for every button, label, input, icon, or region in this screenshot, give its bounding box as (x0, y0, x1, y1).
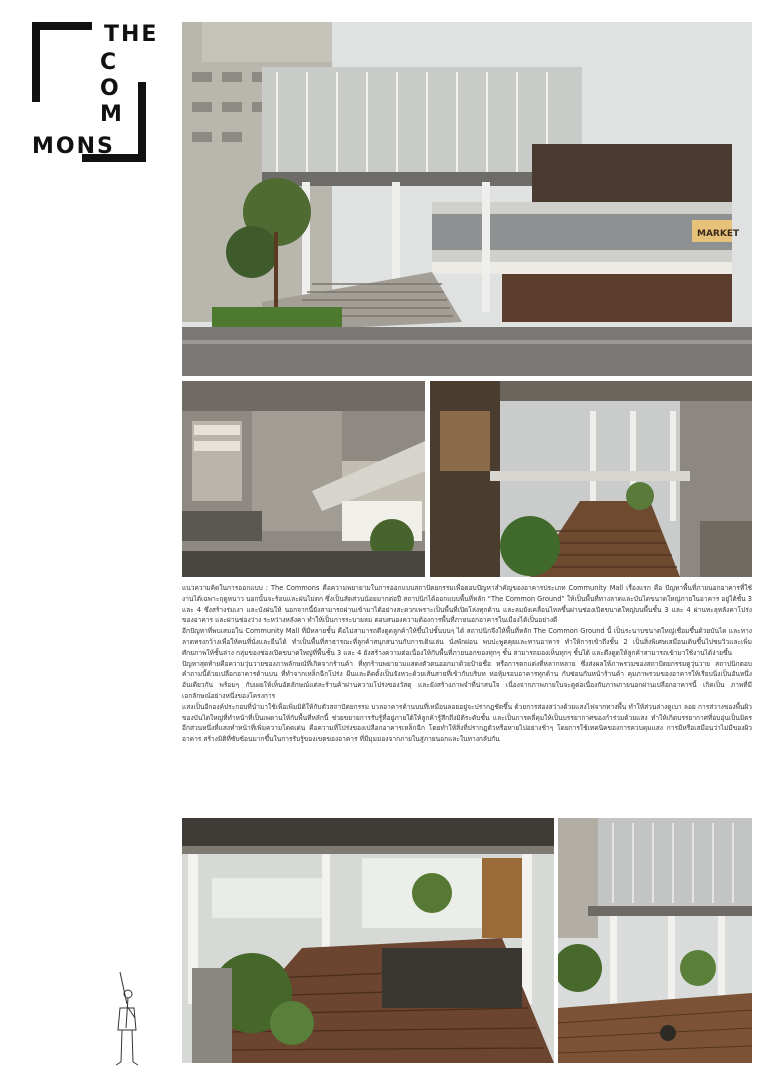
atrium-skylight-photo (182, 381, 425, 577)
paragraph-upper-floors: อีกปัญหาที่พบเสมอใน Community Mall ที่มีหลายชั้น คือไม่สามารถดึงดูดลูกค้าให้ขึ้นไปชั้นบนๆ ได้ สถาปนิกจึงให้พื้นที่หลัก The Common Ground นี้ เป็นระนาบขนาดใหญ่เชื่อมขึ้นด้วยบันได และทางลาดทรงกว้างเพื่อให้คนที่นั่งและยืนได้ ทำเป็นพื้นที่สาธารณะที่ลูกค้าสนุกสนานกับการเดินเล่น นั่งพักผ่อน พบปะพูดคุยและทานอาหาร ทำให้การเข้าถึงชั้น 2 เป็นสิ่งพิเศษเสมือนเดินขึ้นไปชมวิวและเพิ่มศักยภาพให้ชั้นล่าง กลุ่มของช่องเปิดขนาดใหญ่ที่พื้นชั้น 3 และ 4 ยังสร้างความต่อเนื่องให้กับพื้นที่ภายนอกของทุกๆ ชั้น สามารถมองเห็นทุกๆ ชั้นได้ และดึงดูดให้ลูกค้าสามารถเข้ามาใช้งานได้ง่ายขึ้น (182, 627, 752, 657)
logo-text-the: THE (104, 22, 159, 47)
atrium-terrace-photo (430, 381, 752, 577)
building-exterior-photo (182, 22, 752, 376)
design-concept-text (182, 583, 752, 813)
store-sign-text: MARKET (697, 229, 740, 239)
logo-frame-left (32, 22, 40, 102)
logo-text-com: COM (100, 50, 124, 127)
paragraph-facade: ปัญหาสุดท้ายคือความวุ่นวายของภาพลักษณ์ที่เกิดจากร้านค้า ที่ทุกร้านพยายามแสดงตัวตนออกมาด้วยป้ายชื่อ หรือการตกแต่งที่หลากหลาย ซึ่งส่งผลให้ภาพรวมของสถาปัตยกรรมดูวุ่นวาย สถาปนิกตอบคำถามนี้ด้วยเปลือกอาคารด้านบน ที่ทำจากเหล็กฉีกโปร่ง ผืนและติดตั้งเป็นจังหวะด้วยเส้นสายที่เข้ากับบริบท ห่อหุ้มรอบอาคารทุกด้าน กับซ่อนกันหน้าร้านค้า คุมภาพรวมของอาคารให้เรียบนิ่งเป็นอันหนึ่งอันเดียวกัน พร้อมๆ กับเผยให้เห็นอัตลักษณ์แต่ละร้านค้าผ่านความโปร่งของวัสดุ และยังสร้างภาพจำที่น่าสนใจ เนื่องจากภาพภายในจะดูต่อเนื่องกับภาพภายนอกผ่านเปลือกอาคารนี้ เกิดเป็น ภาพที่มีเอกลักษณ์อย่างหนึ่งของโครงการ (182, 659, 752, 700)
outdoor-deck-photo (558, 818, 752, 1063)
logo-frame-top (32, 22, 92, 30)
pointing-person-sketch (108, 968, 144, 1068)
paragraph-design-concept: แนวความคิดในการออกแบบ : The Commons คือความพยายามในการออกแบบสถาปัตยกรรมเพื่อตอบปัญหาสำคัญของอาคารประเภท Community Mall เรื่องแรก คือ ปัญหาพื้นที่ภายนอกอาคารที่ใช้งานได้เฉพาะฤดูหนาว นอกนั้นจะร้อนและฝนไม่ตก ซึ่งเป็นสัดส่วนน้อยมากต่อปี สถาปนิกได้ออกแบบพื้นที่หลัก “The Common Ground” ให้เป็นพื้นที่ทางลาดและบันไดขนาดใหญ่ภายในอาคาร อยู่ใต้ชั้น 3 และ 4 ซึ่งสร้างร่มเงา และบังฝนให้ นอกจากนี้ยังสามารถผ่านเข้ามาได้อย่างสะดวกเพราะเป็นพื้นที่เปิดโล่งทุกด้าน และลมยังเคลื่อนไหลขึ้นผ่านช่องเปิดขนาดใหญ่บนพื้นชั้น 3 และ 4 ผ่านทะลุหลังคาโปร่งของอาคาร และผ่านช่องว่าง ระหว่างหลังคา ทำให้เป็นการระบายลม ตอบสนองความต้องการพื้นที่ภายนอกอาคารในเมืองได้เป็นอย่างดี (182, 584, 752, 625)
the-commons-logo (32, 22, 159, 162)
stepped-seating-photo (182, 818, 554, 1063)
logo-frame-right (138, 82, 146, 162)
logo-text-mons: MONS (32, 134, 115, 159)
paragraph-lighting: แสงเป็นอีกองค์ประกอบที่นำมาใช้เพื่อเพิ่มมิติให้กับตัวสถาปัตยกรรม บวลอาคารด้านบนที่เหมือนลอยอยู่จะปรากฏชัดขึ้น ด้วยการส่องสว่างด้วยแสงไฟจากทางพื้น ทำให้ส่วนล่างดูเบา ลอย การส่วางของพื้นผิวของบันไดใหญ่ที่ทำหน้าที่เป็นเพดานให้กับพื้นที่หลักนี้ ช่วยขยายการรับรู้ที่อยู่ภายใต้ให้ลูกค้ารู้สึกถึงมิติระดับชั้น และเป็นการคลี่คุมให้เป็นบรรยากาศของกำร่วมด้วยแสง ทำให้เกิดบรรยากาศที่อบอุ่นเป็นมิตรอีกส่วนหนึ่งที่แสงทำหน้าที่เพิ่มความโดดเด่น คือความที่โปร่งของเปลือกอาคารเหล็กฉีก โดยทำให้สิ่งที่ปรากฏตัวหรือหายไปอย่างช้าๆ โดยการใช้เทคนิคของการควบคุมแสง การมีหรือเสมือนว่าไม่มีของผิวอาคาร สร้างมิติที่ซับซ้อนมากขึ้นในการรับรู้ของเขตของอาคาร ที่มีมุมมองจากภายในสู่ภายนอกและในทางกลับกัน (182, 702, 752, 744)
